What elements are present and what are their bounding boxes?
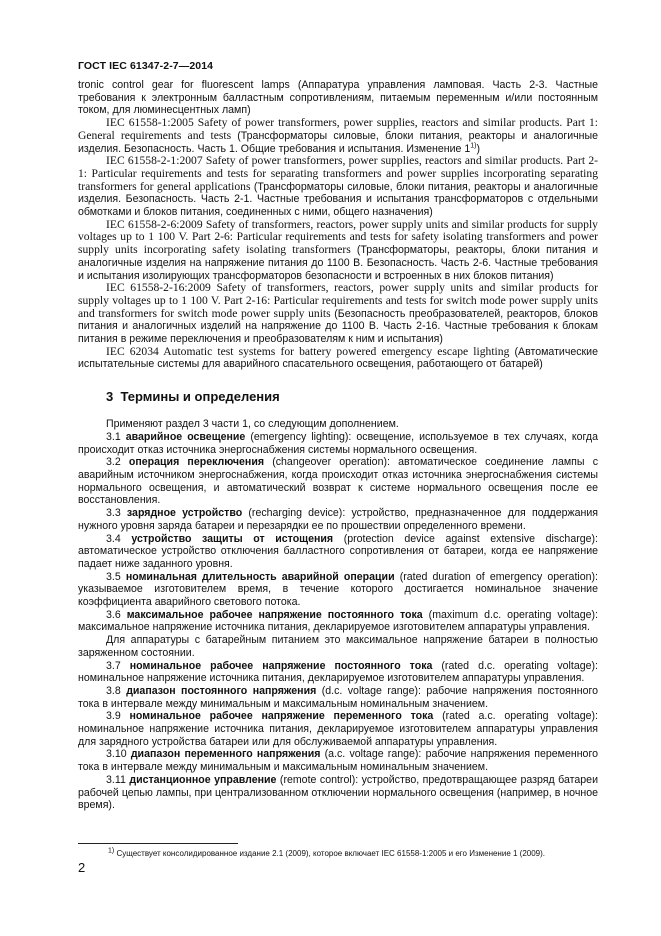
reference-item <box>78 219 598 283</box>
reference-item <box>78 346 598 371</box>
definition-number: 3.5 <box>106 570 121 583</box>
definition-item <box>78 660 598 685</box>
definition-number: 3.3 <box>106 507 121 520</box>
definition-note <box>78 634 598 659</box>
definition-number: 3.1 <box>106 430 121 443</box>
reference-russian-title: (Трансформаторы, реакторы, блоки питания и аналогичные изделия на напряжение питания до 1100 В. Безопасность. Часть 2-6. Частные требования и испытания изолирующих трансформаторов безопасности и встроенных в них блоков питания) <box>78 244 598 282</box>
reference-standard: IEC 61558-2-1:2007 <box>106 154 203 168</box>
definition-term: операция переключения <box>128 456 265 469</box>
definition-term: номинальная длительность аварийной операции <box>125 570 395 583</box>
definition-text: (rated d.c. operating voltage): номинальное напряжение источника питания, декларируемое изготовителем аппаратуры управления. <box>78 659 598 685</box>
definition-item <box>78 431 598 456</box>
definition-number: 3.8 <box>106 684 121 697</box>
reference-russian-title: (Трансформаторы силовые, блоки питания, реакторы и аналогичные изделия. Безопасность. Часть 2-1. Частные требования и испытания трансформаторов с отдельными обмотками и блоков питания, соединенных с ними, общего назначения) <box>78 180 598 219</box>
definition-number: 3.9 <box>106 710 121 723</box>
definition-item <box>78 571 598 609</box>
reference-item <box>78 117 598 155</box>
reference-close-paren: ) <box>476 142 480 155</box>
reference-russian-title: (Трансформаторы силовые, блоки питания, реакторы и аналогичные изделия. Безопасность. Часть 1. Общие требования и испытания. Изменение 1 <box>78 129 598 155</box>
definition-term: зарядное устройство <box>126 507 243 520</box>
definition-item <box>78 533 598 571</box>
reference-english-title: Safety of power transformers, power supplies, reactors and similar products. Part 2-1: Particular requirements and tests for separating transformers and power supplies incorporating separating transformers for general applications <box>78 154 598 193</box>
reference-item <box>78 155 598 219</box>
footnote-divider <box>78 843 238 844</box>
reference-english-title: Safety of transformers, reactors, power supply units and similar products for supply voltages up to 1 100 V. Part 2-16: Particular requirements and tests for switch mode power supply units and transformers for switch mode power supply units <box>78 281 598 320</box>
definition-item <box>78 748 598 773</box>
definition-text: (remote control): устройство, предотвращающее разряд батареи рабочей цепью лампы, при централизованном отключении нормального освещения (например, в ночное время). <box>78 773 598 812</box>
reference-standard: IEC 61558-2-16:2009 <box>106 281 211 295</box>
definition-text: Для аппаратуры с батарейным питанием это максимальное напряжение батареи в полностью заряженном состоянии. <box>78 634 598 659</box>
definition-number: 3.6 <box>106 608 121 621</box>
section-intro: Применяют раздел 3 части 1, со следующим дополнением. <box>106 418 399 431</box>
definition-term: номинальное рабочее напряжение постоянного тока <box>129 659 433 672</box>
definition-text: (a.c. voltage range): рабочие напряжения переменного тока в интервале между минимальным и максимальным номинальным значением. <box>78 748 598 774</box>
definition-text: (protection device against extensive discharge): автоматическое устройство отключения балластного сопротивления от батареи, когда ее напряжение падает ниже заданного уровня. <box>78 532 598 570</box>
definition-term: дистанционное управление <box>129 773 277 786</box>
definition-text: (emergency lighting): освещение, используемое в тех случаях, когда происходит отказ источника энергоснабжения системы нормального освещения. <box>78 430 598 456</box>
definition-item <box>78 685 598 710</box>
section-number: 3 <box>106 389 114 405</box>
definition-item <box>78 710 598 748</box>
page-number: 2 <box>78 860 86 875</box>
reference-english-title: Safety of power transformers, power supplies, reactors and similar products. Part 1: General requirements and tests <box>78 116 598 142</box>
footnote <box>108 849 545 859</box>
definition-item <box>78 456 598 507</box>
definition-text: (rated a.c. operating voltage): номинальное напряжение источника питания, декларируемое изготовителем аппаратуры управления для зарядного устройства батареи или для обслуживаемой аппаратуры управления. <box>78 710 598 748</box>
definition-term: устройство защиты от истощения <box>131 532 334 545</box>
definition-item <box>78 774 598 812</box>
reference-russian-title: (Автоматические испытательные системы для аварийного спасательного освещения, работающего от батарей) <box>78 345 598 371</box>
document-body <box>78 79 598 812</box>
footnote-text: Существует консолидированное издание 2.1 (2009), которое включает IEC 61558-1:2005 и его Изменение 1 (2009). <box>114 849 546 858</box>
definition-number: 3.2 <box>106 456 121 469</box>
definition-term: диапазон постоянного напряжения <box>126 684 317 697</box>
definition-number: 3.7 <box>106 659 121 672</box>
reference-english-title: Automatic test systems for battery powered emergency escape lighting <box>158 344 515 358</box>
section-title: Термины и определения <box>120 389 280 405</box>
definition-term: аварийное освещение <box>125 430 246 443</box>
document-header: ГОСТ IEC 61347-2-7—2014 <box>78 60 214 72</box>
reference-standard: IEC 61558-2-6:2009 <box>106 217 203 231</box>
definition-item <box>78 609 598 634</box>
definition-number: 3.10 <box>106 748 127 761</box>
reference-russian-title: (Безопасность преобразователей, реакторов, блоков питания и аналогичных изделий на напряжение до 1100 В. Часть 2-16. Частные требования к блокам питания в режиме переключения и преобразователям к ним и испытания) <box>78 307 598 346</box>
definition-text: (d.c. voltage range): рабочие напряжения постоянного тока в интервале между минимальным и максимальным номинальным значением. <box>78 684 598 710</box>
reference-continuation: tronic control gear for fluorescent lamps (Аппаратура управления ламповая. Часть 2-3. Частные требования к электронным балластным сопротивлениям, питаемым переменным и/или постоянным током, для люминесцентных ламп) <box>78 79 598 117</box>
definition-number: 3.11 <box>106 773 126 786</box>
reference-standard: IEC 62034 <box>106 344 159 358</box>
reference-standard: IEC 61558-1:2005 <box>106 116 194 130</box>
definition-term: номинальное рабочее напряжение переменного тока <box>129 710 434 723</box>
footnote-marker: 1) <box>470 141 477 149</box>
definition-term: максимальное рабочее напряжение постоянного тока <box>126 608 423 621</box>
definition-term: диапазон переменного напряжения <box>130 748 321 761</box>
definition-text: (maximum d.c. operating voltage): максимальное напряжение источника питания, декларируемое изготовителем аппаратуры управления. <box>78 608 598 634</box>
definition-item <box>78 507 598 532</box>
definition-text: (recharging device): устройство, предназначенное для поддержания нужного уровня заряда батареи и перезарядки ее по прошествии определенного времени. <box>78 507 598 532</box>
reference-item <box>78 282 598 346</box>
footnote-mark: 1) <box>108 847 115 855</box>
definition-number: 3.4 <box>106 532 121 545</box>
reference-english-title: Safety of transformers, reactors, power supply units and similar products for supply voltages up to 1 100 V. Part 2-6: Particular requirements and tests for safety isolating transformers and power supply units incorporating safety isolating transformers <box>78 217 598 257</box>
definition-text: (changeover operation): автоматическое соединение лампы с аварийным источником энергоснабжения, когда происходит отказ источника энергоснабжения системы нормального освещения, и автоматический возврат к системе нормального освещения после ее восстановления. <box>78 456 598 507</box>
definition-text: (rated duration of emergency operation): указываемое изготовителем время, в течение которого достигается номинальное значение коэффициента аварийного светового потока. <box>78 570 598 609</box>
section-heading <box>106 389 598 404</box>
